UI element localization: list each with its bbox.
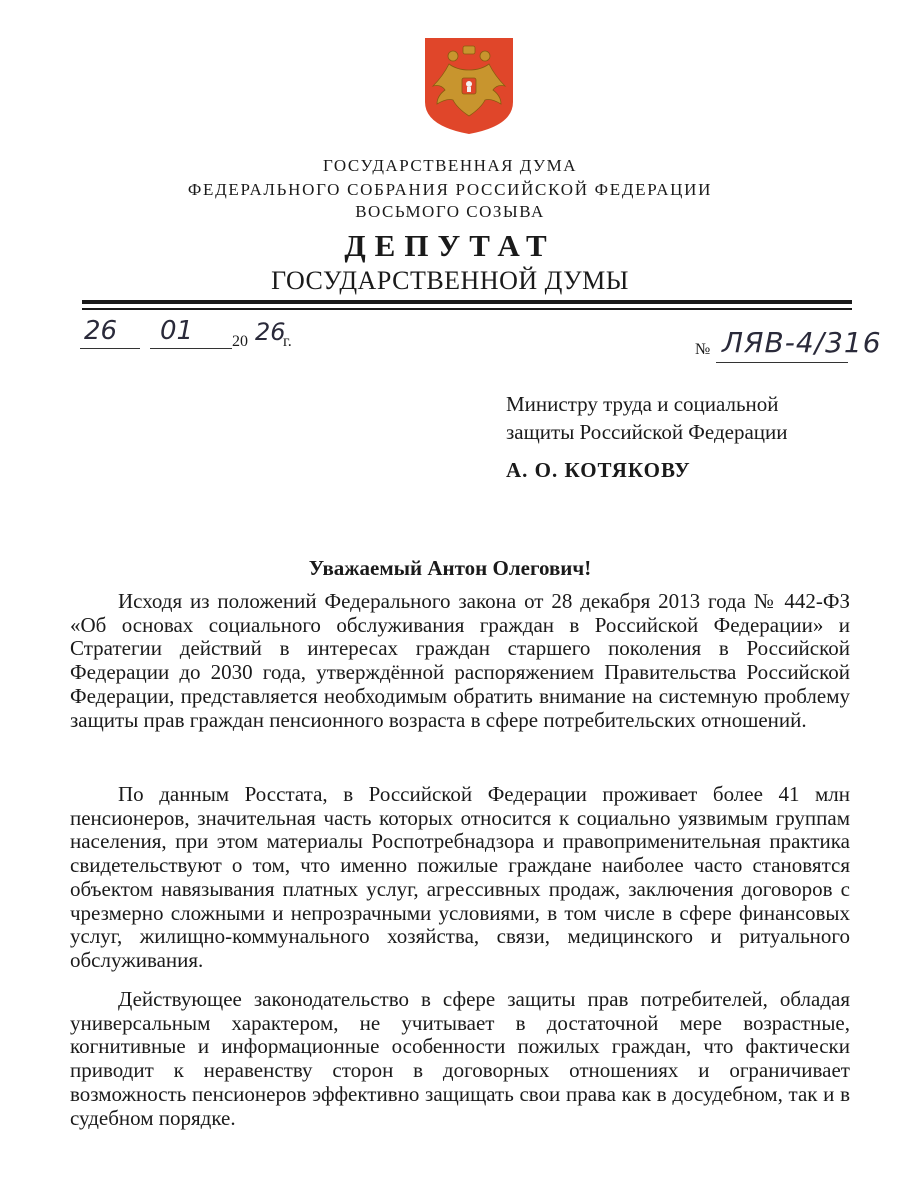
addressee-block	[506, 390, 787, 446]
registration-number-underline	[716, 362, 848, 363]
date-year-tail: г.	[283, 333, 292, 350]
date-month-underline	[150, 348, 232, 349]
body-paragraph-3	[70, 988, 850, 1130]
header-divider-thin	[82, 308, 852, 310]
addressee-line1: Министру труда и социальной	[506, 392, 779, 416]
body-paragraph-2-text: По данным Росстата, в Российской Федерации проживает более 41 млн пенсионеров, значительная часть которых относится к социально уязвимым группам населения, при этом материалы Роспотребнадзора и правоприменительная практика свидетельствуют о том, что именно пожилые граждане наиболее часто становятся объектом навязывания платных услуг, агрессивных продаж, заключения договоров с чрезмерно сложными и непрозрачными условиями, в том числе в сфере финансовых услуг, жилищно-коммунального хозяйства, связи, медицинского и ритуального обслуживания.	[70, 782, 850, 972]
registration-number-handwritten: ЛЯВ-4/316	[722, 326, 882, 359]
salutation: Уважаемый Антон Олегович!	[308, 556, 592, 580]
coat-of-arms-emblem	[423, 36, 515, 136]
body-paragraph-3-text: Действующее законодательство в сфере защиты прав потребителей, обладая универсальным характером, не учитывает в достаточной мере возрастные, когнитивные и информационные особенности пожилых граждан, что фактически приводит к неравенству сторон в договорных отношениях и ограничивает возможность пенсионеров эффективно защищать свои права как в досудебном, так и в судебном порядке.	[70, 987, 850, 1130]
body-paragraph-1-text: Исходя из положений Федерального закона от 28 декабря 2013 года № 442-ФЗ «Об основах социального обслуживания граждан в Российской Федерации» и Стратегии действий в интересах граждан старшего поколения в Российской Федерации до 2030 года, утверждённой распоряжением Правительства Российской Федерации, представляется необходимым обратить внимание на системную проблему защиты прав граждан пенсионного возраста в сфере потребительских отношений.	[70, 589, 850, 732]
addressee-name: А. О. КОТЯКОВУ	[506, 458, 691, 482]
date-year-handwritten: 26	[255, 318, 286, 346]
letterhead-title: ДЕПУТАТ	[344, 228, 556, 263]
date-month-handwritten: 01	[160, 316, 194, 346]
parliament-header-line1: ГОСУДАРСТВЕННАЯ ДУМА	[323, 156, 577, 175]
body-paragraph-2	[70, 783, 850, 973]
header-divider-thick	[82, 300, 852, 304]
number-sign: №	[695, 341, 711, 358]
addressee-line2: защиты Российской Федерации	[506, 420, 788, 444]
letterhead-subtitle: ГОСУДАРСТВЕННОЙ ДУМЫ	[271, 266, 629, 295]
body-paragraph-1	[70, 590, 850, 732]
parliament-header-line2: ФЕДЕРАЛЬНОГО СОБРАНИЯ РОССИЙСКОЙ ФЕДЕРАЦИИ	[187, 180, 713, 199]
parliament-header-line3: ВОСЬМОГО СОЗЫВА	[355, 202, 545, 221]
date-year-prefix: 20	[232, 333, 248, 350]
date-day-handwritten: 26	[84, 316, 118, 346]
date-day-underline	[80, 348, 140, 349]
